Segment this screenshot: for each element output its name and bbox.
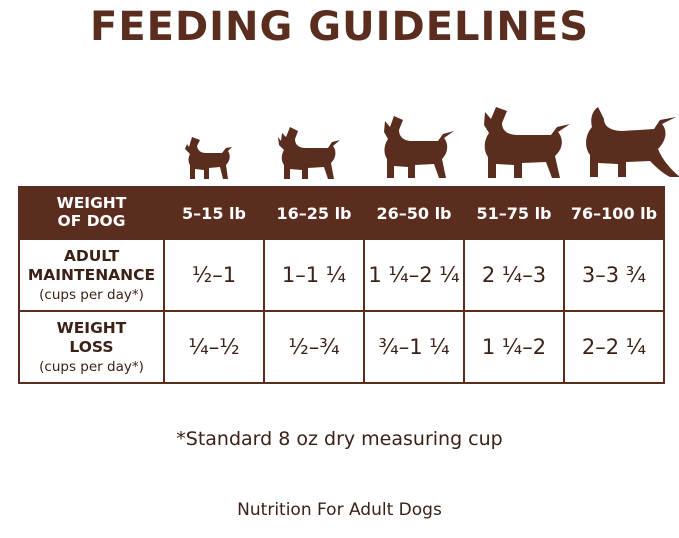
dog-silhouette-xsmall (176, 131, 246, 183)
dog-silhouette-small (272, 123, 356, 183)
table-header-weight-of-dog (19, 187, 164, 239)
cell-loss-4: 2–2 ¼ (564, 311, 664, 383)
table-header-weight-4: 76–100 lb (564, 187, 664, 239)
table-header-weight-0: 5–15 lb (164, 187, 264, 239)
dog-silhouette-large (470, 105, 586, 183)
page-title: FEEDING GUIDELINES (90, 4, 589, 50)
weight-of-dog-line2: OF DOG (57, 212, 126, 230)
cell-adult-0: ½–1 (164, 239, 264, 311)
cell-adult-2: 1 ¼–2 ¼ (364, 239, 464, 311)
cell-loss-1: ½–¾ (264, 311, 364, 383)
footnote-measuring-cup: *Standard 8 oz dry measuring cup (176, 428, 503, 450)
weight-of-dog-line1: WEIGHT (56, 194, 127, 213)
row-label-sub: (cups per day*) (39, 358, 144, 375)
table-header-weight-2: 26–50 lb (364, 187, 464, 239)
row-label-line1: ADULT (63, 247, 120, 266)
table-header-row (19, 187, 664, 239)
cell-adult-4: 3–3 ¾ (564, 239, 664, 311)
cell-loss-2: ¾–1 ¼ (364, 311, 464, 383)
cell-loss-3: 1 ¼–2 (464, 311, 564, 383)
cell-adult-3: 2 ¼–3 (464, 239, 564, 311)
row-label-line2: LOSS (69, 337, 114, 356)
feeding-guidelines-table (18, 186, 663, 384)
caption-nutrition: Nutrition For Adult Dogs (237, 500, 442, 520)
table-row (19, 311, 664, 383)
table-header-weight-3: 51–75 lb (464, 187, 564, 239)
table-row (19, 239, 664, 311)
dog-size-illustration-row (160, 95, 679, 185)
dog-silhouette-xlarge (570, 103, 679, 183)
row-label-weight-loss (19, 311, 164, 383)
table-header-weight-1: 16–25 lb (264, 187, 364, 239)
dog-silhouette-medium (372, 113, 468, 183)
row-label-adult-maintenance (19, 239, 164, 311)
cell-adult-1: 1–1 ¼ (264, 239, 364, 311)
row-label-line2: MAINTENANCE (27, 265, 156, 284)
row-label-sub: (cups per day*) (39, 286, 144, 303)
row-label-line1: WEIGHT (56, 319, 127, 338)
cell-loss-0: ¼–½ (164, 311, 264, 383)
